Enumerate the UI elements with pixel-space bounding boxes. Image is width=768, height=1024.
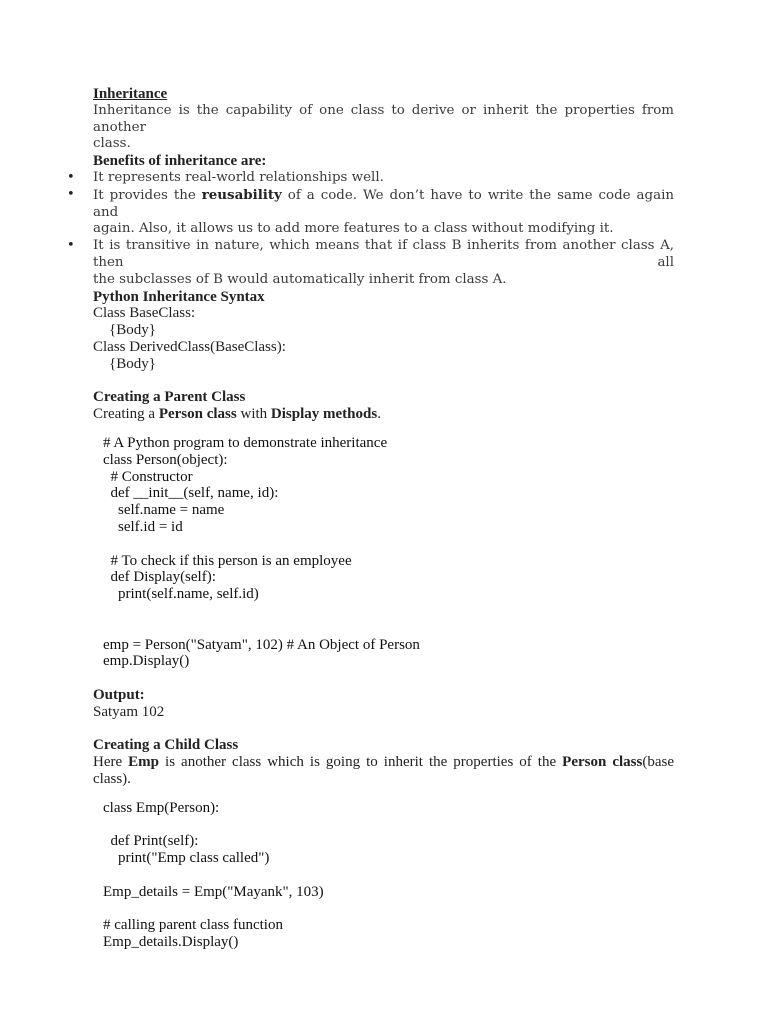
- child-code-block: [103, 800, 674, 951]
- child-class-description-line2: class).: [93, 770, 131, 787]
- child-desc-bold-1: Emp: [128, 754, 160, 771]
- syntax-heading: Python Inheritance Syntax: [93, 288, 265, 305]
- syntax-line-2: {Body}: [109, 322, 156, 339]
- parent-desc-d: .: [377, 406, 381, 423]
- code-line: # calling parent class function: [103, 917, 283, 934]
- parent-desc-a: Creating a: [93, 406, 159, 423]
- bullet-2-line1: [93, 187, 674, 222]
- output-heading: Output:: [93, 686, 145, 703]
- bullet-3-line1: It is transitive in nature, which means that if class B inherits from another class A, then all: [93, 238, 674, 270]
- code-line: emp = Person("Satyam", 102) # An Object of Person: [103, 636, 420, 653]
- code-line: self.id = id: [103, 518, 183, 535]
- parent-class-description: [93, 406, 674, 423]
- benefits-list: [67, 169, 674, 289]
- child-desc-bold-2: Person class: [562, 754, 643, 771]
- code-line: emp.Display(): [103, 653, 190, 670]
- child-desc-a: Here: [93, 754, 129, 771]
- inheritance-intro-line2: class.: [93, 136, 131, 152]
- code-line: [103, 536, 674, 553]
- bullet-2-text-a: It provides the: [93, 187, 202, 203]
- syntax-line-3: Class DerivedClass(BaseClass):: [93, 338, 286, 355]
- output-value: Satyam 102: [93, 703, 165, 720]
- inheritance-intro-line1: Inheritance is the capability of one class to derive or inherit the properties from another: [93, 102, 674, 135]
- code-line: [103, 867, 674, 884]
- bullet-3-line2: the subclasses of B would automatically inherit from class A.: [93, 271, 507, 287]
- code-line: class Emp(Person):: [103, 799, 220, 816]
- benefits-heading: Benefits of inheritance are:: [93, 153, 267, 170]
- code-line: [103, 603, 674, 620]
- child-desc-c: is another class which is going to inherit the properties of the: [159, 754, 563, 771]
- child-class-description: [93, 754, 674, 771]
- bullet-icon: •: [67, 169, 75, 185]
- list-item: [67, 186, 674, 238]
- document-body: [67, 86, 674, 951]
- code-line: print("Emp class called"): [103, 850, 270, 867]
- code-line: def Print(self):: [103, 833, 199, 850]
- code-line: [103, 620, 674, 637]
- parent-desc-bold-1: Person class: [158, 406, 237, 423]
- code-line: class Person(object):: [103, 451, 228, 468]
- syntax-line-4: {Body}: [109, 355, 156, 372]
- bullet-2-text-b: of a code. We don’t have to write the same code again and: [93, 187, 674, 220]
- parent-code-block: [103, 435, 674, 670]
- bullet-icon: •: [67, 238, 75, 254]
- code-line: [103, 900, 674, 917]
- code-line: def __init__(self, name, id):: [103, 485, 279, 502]
- parent-desc-c: with: [236, 406, 271, 423]
- list-item: [67, 169, 674, 187]
- code-line: print(self.name, self.id): [103, 586, 259, 603]
- bullet-2-bold: reusability: [201, 186, 282, 203]
- child-class-heading: Creating a Child Class: [93, 737, 239, 754]
- code-line: # Constructor: [103, 468, 193, 485]
- code-line: [103, 816, 674, 833]
- child-desc-d: (base: [642, 754, 674, 771]
- parent-class-heading: Creating a Parent Class: [93, 389, 246, 406]
- bullet-2-line2: again. Also, it allows us to add more features to a class without modifying it.: [93, 221, 614, 237]
- inheritance-title: Inheritance: [93, 86, 168, 102]
- code-line: # A Python program to demonstrate inheritance: [103, 434, 388, 451]
- list-item: [67, 238, 674, 288]
- syntax-line-1: Class BaseClass:: [93, 305, 196, 322]
- code-line: Emp_details = Emp("Mayank", 103): [103, 883, 324, 900]
- parent-desc-bold-2: Display methods: [270, 406, 378, 423]
- bullet-icon: •: [67, 186, 75, 202]
- code-line: def Display(self):: [103, 569, 216, 586]
- code-line: Emp_details.Display(): [103, 934, 239, 951]
- code-line: self.name = name: [103, 502, 225, 519]
- bullet-1-text: It represents real-world relationships well.: [93, 169, 384, 185]
- code-line: # To check if this person is an employee: [103, 552, 352, 569]
